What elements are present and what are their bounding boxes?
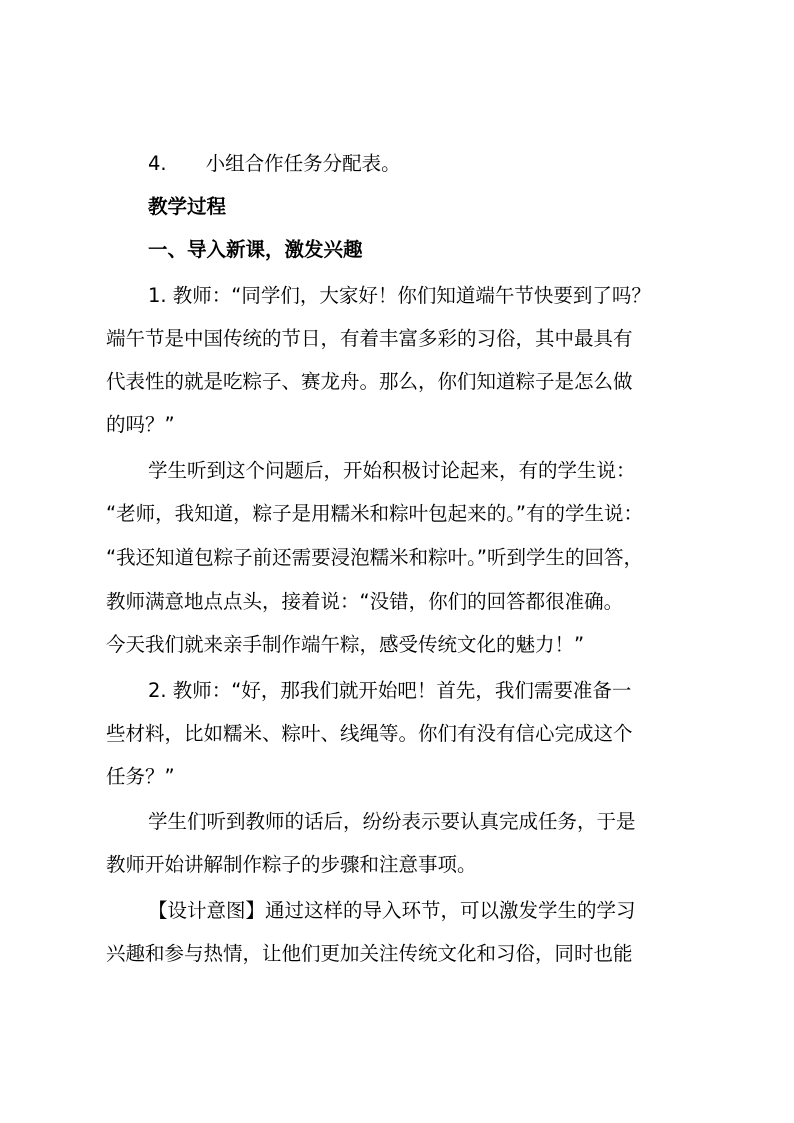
paragraph-line: 代表性的就是吃粽子、赛龙舟。那么，你们知道粽子是怎么做 [106,370,633,393]
paragraph-line: 些材料，比如糯米、粽叶、线绳等。你们有没有信心完成这个 [106,722,633,745]
paragraph-line: 教师开始讲解制作粽子的步骤和注意事项。 [106,853,477,876]
subsection-heading: 一、导入新课，激发兴趣 [148,238,363,261]
paragraph-line: 教师满意地点点头，接着说：“没错，你们的回答都很准确。 [106,590,624,613]
paragraph-line: 今天我们就来亲手制作端午粽，感受传统文化的魅力！” [106,633,585,656]
paragraph-line: 1. 教师：“同学们，大家好！你们知道端午节快要到了吗？ [148,284,651,307]
paragraph-line: 2. 教师：“好，那我们就开始吧！首先，我们需要准备一 [148,679,632,702]
paragraph-line: “老师，我知道，粽子是用糯米和粽叶包起来的。”有的学生说： [106,502,643,525]
paragraph-line: 端午节是中国传统的节日，有着丰富多彩的习俗，其中最具有 [106,327,633,350]
paragraph-line: 学生们听到教师的话后，纷纷表示要认真完成任务，于是 [148,810,636,833]
paragraph-line: 任务？” [106,765,175,788]
paragraph-line: 兴趣和参与热情，让他们更加关注传统文化和习俗，同时也能 [106,942,633,965]
paragraph-line: 学生听到这个问题后，开始积极讨论起来，有的学生说： [148,459,636,482]
section-heading: 教学过程 [148,195,227,218]
materials-item-4: 4. 小组合作任务分配表。 [148,152,401,175]
paragraph-line: 的吗？” [106,413,175,436]
paragraph-line: “我还知道包粽子前还需要浸泡糯米和粽叶。”听到学生的回答， [106,546,643,569]
paragraph-line: 【设计意图】通过这样的导入环节，可以激发学生的学习 [148,899,636,922]
